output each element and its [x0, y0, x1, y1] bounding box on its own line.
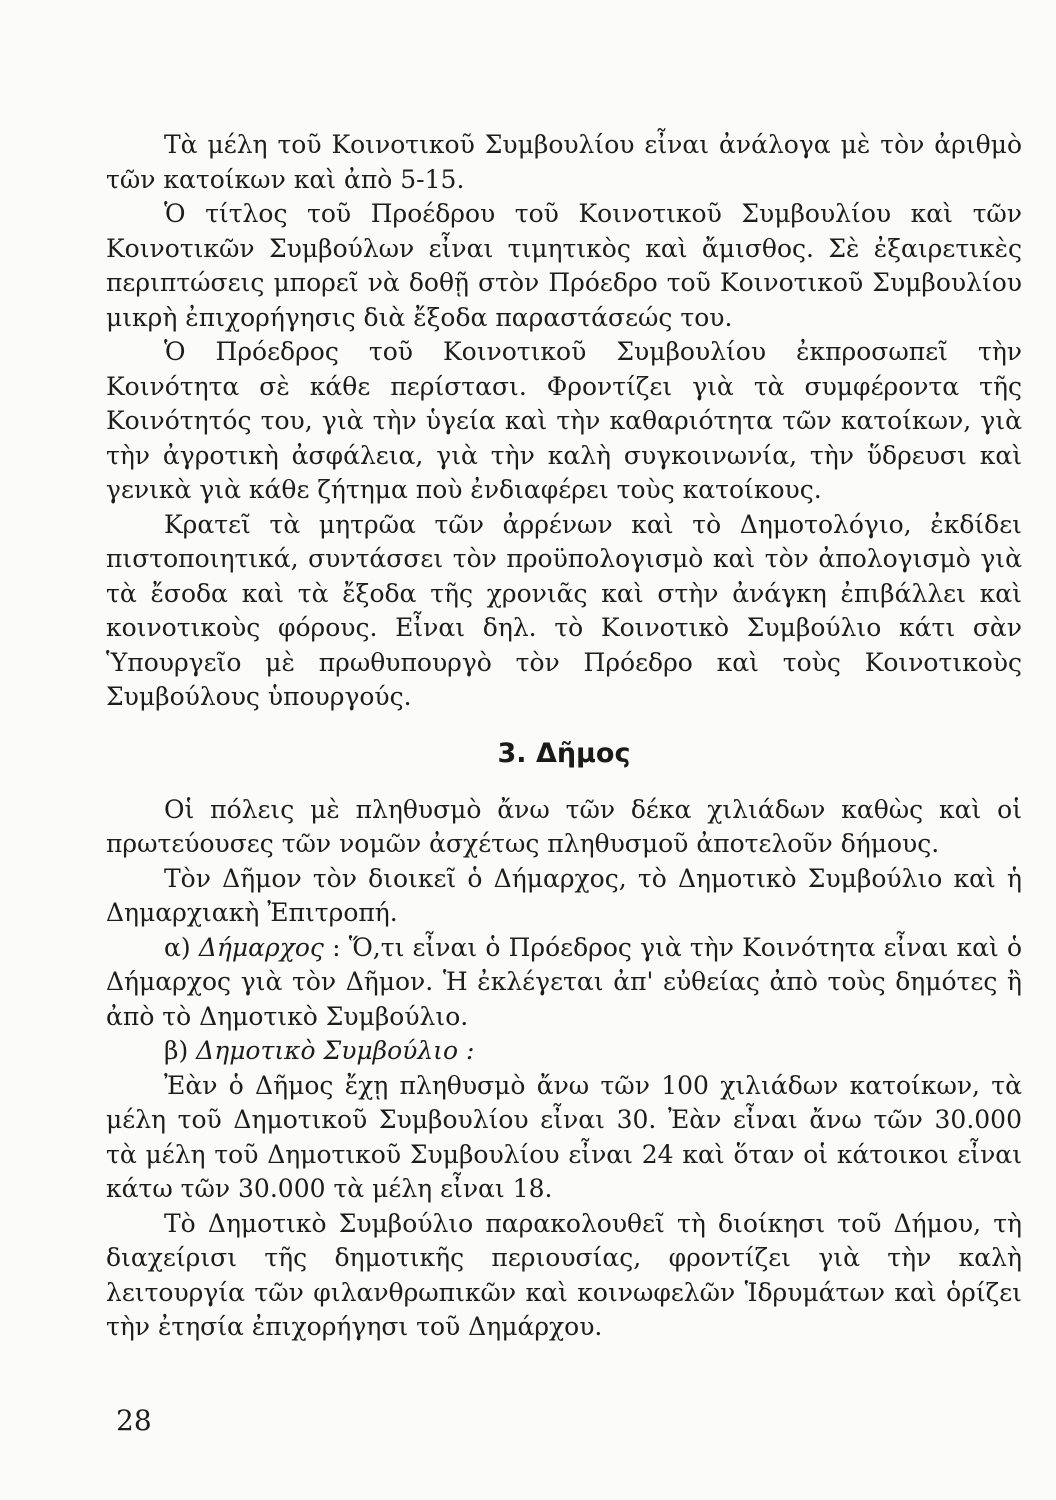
paragraph: Τὰ μέλη τοῦ Κοινοτικοῦ Συμβουλίου εἶναι ἀνάλογα μὲ τὸν ἀριθμὸ τῶν κατοίκων καὶ ἀπὸ 5-15. — [106, 130, 1022, 194]
page-number: 28 — [116, 1404, 152, 1437]
list-item-a — [106, 931, 1022, 1035]
list-item-b — [106, 1034, 1022, 1069]
paragraph: Ὁ Πρόεδρος τοῦ Κοινοτικοῦ Συμβουλίου ἐκπροσωπεῖ τὴν Κοινότητα σὲ κάθε περίστασι. Φροντίζει γιὰ τὰ συμφέροντα τῆς Κοινότητός του, γιὰ τὴν ὑγεία καὶ τὴν καθαριότητα τῶν κατοίκων, γιὰ τὴν ἀγροτικὴ ἀσφάλεια, γιὰ τὴν καλὴ συγκοινωνία, τὴν ὕδρευσι καὶ γενικὰ γιὰ κάθε ζήτημα ποὺ ἐνδιαφέρει τοὺς κατοίκους. — [106, 337, 1022, 504]
list-text: : — [458, 1036, 475, 1065]
list-label: Δήμαρχος — [198, 932, 324, 962]
paragraph: Τὸ Δημοτικὸ Συμβούλιο παρακολουθεῖ τὴ διοίκησι τοῦ Δήμου, τὴ διαχείρισι τῆς δημοτικῆς περιουσίας, φροντίζει γιὰ τὴν καλὴ λειτουργία τῶν φιλανθρωπικῶν καὶ κοινωφελῶν Ἱδρυμάτων καὶ ὁρίζει τὴν ἐτησία ἐπιχορήγησι τοῦ Δημάρχου. — [106, 1208, 1022, 1341]
list-marker: β) — [164, 1036, 197, 1065]
paragraph: Ἐὰν ὁ Δῆμος ἔχῃ πληθυσμὸ ἄνω τῶν 100 χιλιάδων κατοίκων, τὰ μέλη τοῦ Δημοτικοῦ Συμβουλίου εἶναι 30. Ἐὰν εἶναι ἄνω τῶν 30.000 τὰ μέλη τοῦ Δημοτικοῦ Συμβουλίου εἶναι 24 καὶ ὅταν οἱ κάτοικοι εἶναι κάτω τῶν 30.000 τὰ μέλη εἶναι 18. — [106, 1070, 1022, 1203]
page-body — [106, 128, 1022, 1345]
paragraph: Κρατεῖ τὰ μητρῶα τῶν ἀρρένων καὶ τὸ Δημοτολόγιο, ἐκδίδει πιστοποιητικά, συντάσσει τὸν προϋπολογισμὸ καὶ τὸν ἀπολογισμὸ γιὰ τὰ ἔσοδα καὶ τὰ ἔξοδα τῆς χρονιᾶς καὶ στὴν ἀνάγκη ἐπιβάλλει καὶ κοινοτικοὺς φόρους. Εἶναι δηλ. τὸ Κοινοτικὸ Συμβούλιο κάτι σὰν Ὑπουργεῖο μὲ πρωθυπουργὸ τὸν Πρόεδρο καὶ τοὺς Κοινοτικοὺς Συμβούλους ὑπουργούς. — [106, 509, 1022, 711]
paragraph: Οἱ πόλεις μὲ πληθυσμὸ ἄνω τῶν δέκα χιλιάδων καθὼς καὶ οἱ πρωτεύουσες τῶν νομῶν ἀσχέτως πληθυσμοῦ ἀποτελοῦν δήμους. — [106, 794, 1022, 858]
paragraph: Τὸν Δῆμον τὸν διοικεῖ ὁ Δήμαρχος, τὸ Δημοτικὸ Συμβούλιο καὶ ἡ Δημαρχιακὴ Ἐπιτροπή. — [106, 863, 1022, 927]
list-text: : Ὅ,τι εἶναι ὁ Πρόεδρος γιὰ τὴν Κοινότητα εἶναι καὶ ὁ Δήμαρχος γιὰ τὸν Δῆμον. Ἡ ἐκλέγεται ἀπ' εὐθείας ἀπὸ τοὺς δημότες ἢ ἀπὸ τὸ Δημοτικὸ Συμβούλιο. — [106, 932, 1022, 1031]
section-heading: 3. Δῆμος — [497, 737, 631, 769]
list-label: Δημοτικὸ Συμβούλιο — [196, 1036, 459, 1065]
list-marker: α) — [164, 932, 199, 962]
paragraph: Ὁ τίτλος τοῦ Προέδρου τοῦ Κοινοτικοῦ Συμβουλίου καὶ τῶν Κοινοτικῶν Συμβούλων εἶναι τιμητικὸς καὶ ἄμισθος. Σὲ ἐξαιρετικὲς περιπτώσεις μπορεῖ νὰ δοθῇ στὸν Πρόεδρο τοῦ Κοινοτικοῦ Συμβουλίου μικρὴ ἐπιχορήγησις διὰ ἔξοδα παραστάσεώς του. — [106, 199, 1022, 332]
